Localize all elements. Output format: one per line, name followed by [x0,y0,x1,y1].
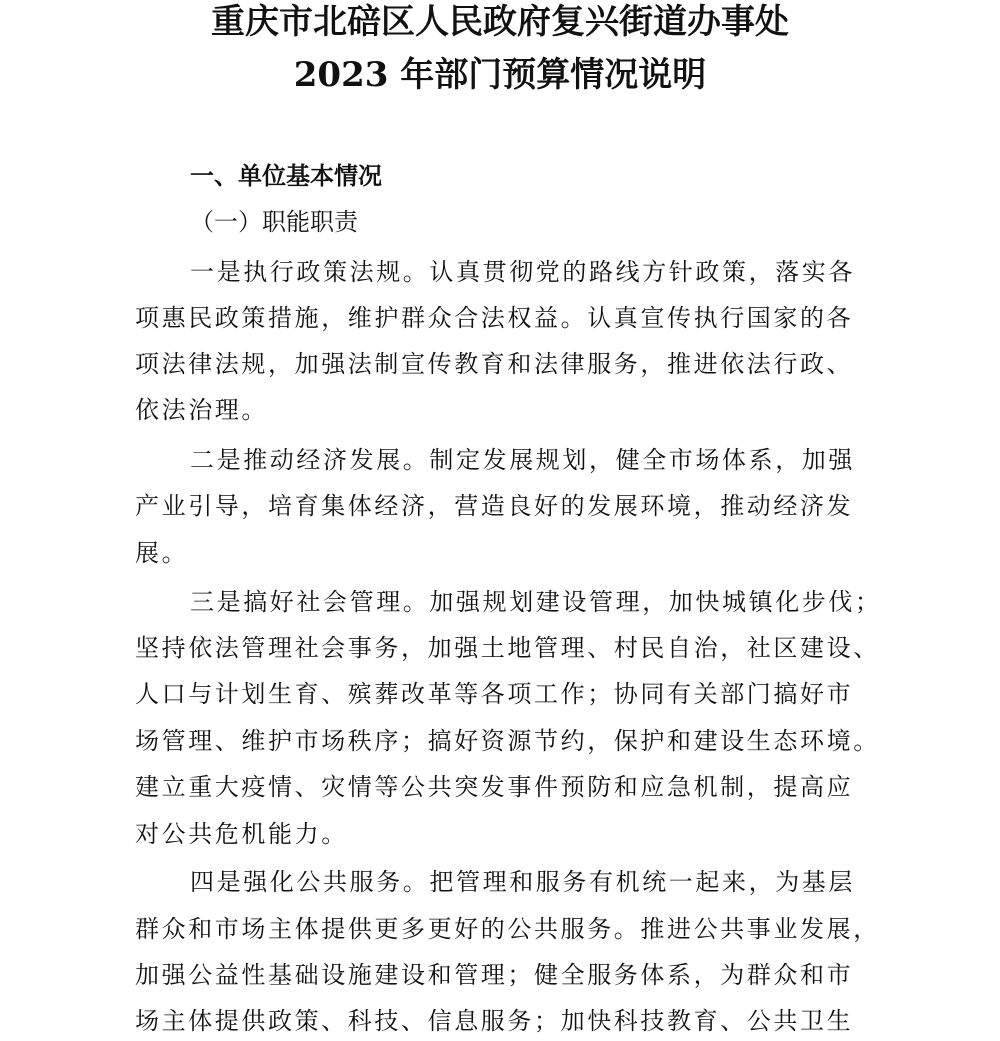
paragraph-line: 坚持依法管理社会事务，加强土地管理、村民自治，社区建设、 [135,634,880,662]
paragraph-line: 一是执行政策法规。认真贯彻党的路线方针政策，落实各 [190,258,855,286]
paragraph-line: 二是推动经济发展。制定发展规划，健全市场体系，加强 [190,446,855,474]
paragraph-line: 群众和市场主体提供更多更好的公共服务。推进公共事业发展， [135,915,880,943]
paragraph-line: 人口与计划生育、殡葬改革等各项工作；协同有关部门搞好市 [135,680,854,708]
paragraph-line: 场主体提供政策、科技、信息服务；加快科技教育、公共卫生 [135,1007,854,1035]
document-title-line1: 重庆市北碚区人民政府复兴街道办事处 [211,2,789,42]
paragraph-line: 三是搞好社会管理。加强规划建设管理，加快城镇化步伐； [190,588,882,616]
section-heading-basic-info: 一、单位基本情况 [190,162,382,190]
paragraph-line: 场管理、维护市场秩序；搞好资源节约，保护和建设生态环境。 [135,727,880,755]
paragraph-line: 产业引导，培育集体经济，营造良好的发展环境，推动经济发 [135,492,854,520]
paragraph-line: 加强公益性基础设施建设和管理；健全服务体系，为群众和市 [135,961,854,989]
document-title-line2: 2023 年部门预算情况说明 [293,55,707,95]
paragraph-line: 依法治理。 [135,396,268,424]
subsection-heading-functions: （一）职能职责 [190,208,358,236]
paragraph-line: 项法律法规，加强法制宣传教育和法律服务，推进依法行政、 [135,350,854,378]
paragraph-line: 展。 [135,539,189,567]
paragraph-line: 对公共危机能力。 [135,820,348,848]
paragraph-line: 项惠民政策措施，维护群众合法权益。认真宣传执行国家的各 [135,304,854,332]
paragraph-line: 四是强化公共服务。把管理和服务有机统一起来，为基层 [190,868,855,896]
paragraph-line: 建立重大疫情、灾情等公共突发事件预防和应急机制，提高应 [135,773,854,801]
